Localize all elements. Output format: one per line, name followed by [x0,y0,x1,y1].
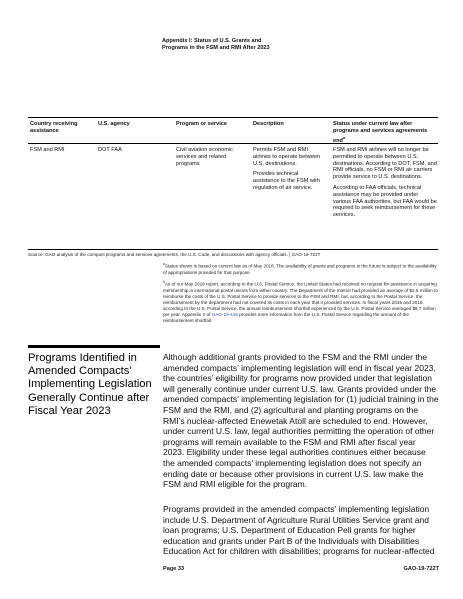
report-link[interactable]: GAO-18-415 [211,311,238,317]
section-title-rule [28,345,160,348]
description-paragraph: Provides technical assistance to the FSM with regulation of air service. [253,171,320,191]
column-header-program: Program or service [176,121,227,127]
table-header-rule [28,143,438,144]
section-title: Programs Identified in Amended Compacts’ Implementing Legislation Generally Continue after Fiscal Year 2023 [28,352,152,417]
status-paragraph: According to FAA officials, technical assistance may be provided under various FAA authorities, but FAA would be required to seek reimbursement for these services. [333,184,437,219]
header-line-1: Appendix I: Status of U.S. Grants and [162,38,262,44]
body-paragraph-1: Although additional grants provided to the FSM and the RMI under the amended compacts’ implementing legislation will end in fiscal year 2023, the countries’ eligibility for programs now provided under that legislation will generally continue under current U.S. law. Grants provided under the amended compacts’ implementing legislation for (1) judicial training in the FSM and the RMI, and (2) agricultural and planting programs on the RMI’s nuclear-affected Enewetak Atoll are scheduled to end. However, under current U.S. law, legal authorities permitting the operation of other programs will remain available to the FSM and RMI after fiscal year 2023. Eligibility under these legal authorities continues either because the amended compacts’ implementing legislation does not specify an ending date or because other provisions in current U.S. law make the FSM and RMI eligible for the program. [163,352,439,490]
note-b [163,279,439,324]
source-line: Source: GAO analysis of the compact programs and services agreements, the U.S. Code, and discussions with agency officials. | GAO-19-722T [28,252,321,257]
cell-agency: DOT FAA [98,147,122,153]
note-a [163,261,439,276]
header-line-2: Programs in the FSM and RMI After 2023 [162,45,270,51]
cell-program: Civil aviation economic services and related programs [176,147,233,167]
cell-country: FSM and RMI [30,147,65,153]
note-mark: b [163,280,165,284]
report-id: GAO-19-722T [403,566,439,572]
note-tail: provides more information from the U.S. Postal Service regarding the amount of the reimbursement shortfall. [163,311,409,323]
page-number: Page 33 [163,566,185,572]
description-paragraph: Permits FSM and RMI airlines to operate between U.S. destinations. [253,147,321,167]
table-top-rule [28,117,438,118]
column-header-country: Country receiving assistance [30,121,78,134]
column-header-status-label: Status under current law after programs and services agreements end [333,121,428,144]
status-paragraph: FSM and RMI airlines will no longer be permitted to operate between U.S. destinations. According to DOT, FSM, and RMI officials, no FSM or RMI air carriers provide service to U.S. destinations. [333,147,437,181]
column-header-description: Description [253,121,284,127]
page-header [162,38,270,52]
note-text: Status shown is based on current law as of May 2018. The availability of grants and programs in the future is subject to the availability of appropriations provided for that purpose. [163,263,437,275]
note-text: As of our May 2018 report, according to the U.S. Postal Service, the United States had received no request for assistance in acquiring membership in international postal unions from either country. The Department of the Interior had provided an average of $2.5 million to reimburse the costs of the U.S. Postal Service to provide services to the FSM and RMI, but, according to the Postal Service, the reimbursement by the department had not covered its costs in each year that it provided services. In fiscal years 2015 and 2016, according to the U.S. Postal Service, the annual reimbursement shortfall experienced by the U.S. Postal Service averaged $8.7 million per year. Appendix X of [163,281,438,317]
cell-status [333,147,437,223]
table-bottom-rule [28,249,438,250]
cell-description [253,147,325,196]
body-paragraph-2: Programs provided in the amended compacts’ implementing legislation include U.S. Department of Agriculture Rural Utilities Service grant and loan programs; U.S. Department of Education Pell grants for higher education and grants under Part B of the Individuals with Disabilities Education Act for children with disabilities; programs for nuclear-affected [163,504,435,557]
column-header-agency: U.S. agency [98,121,130,127]
status-note-mark: a [342,134,346,140]
note-mark: a [163,262,165,266]
column-header-status [333,121,437,144]
